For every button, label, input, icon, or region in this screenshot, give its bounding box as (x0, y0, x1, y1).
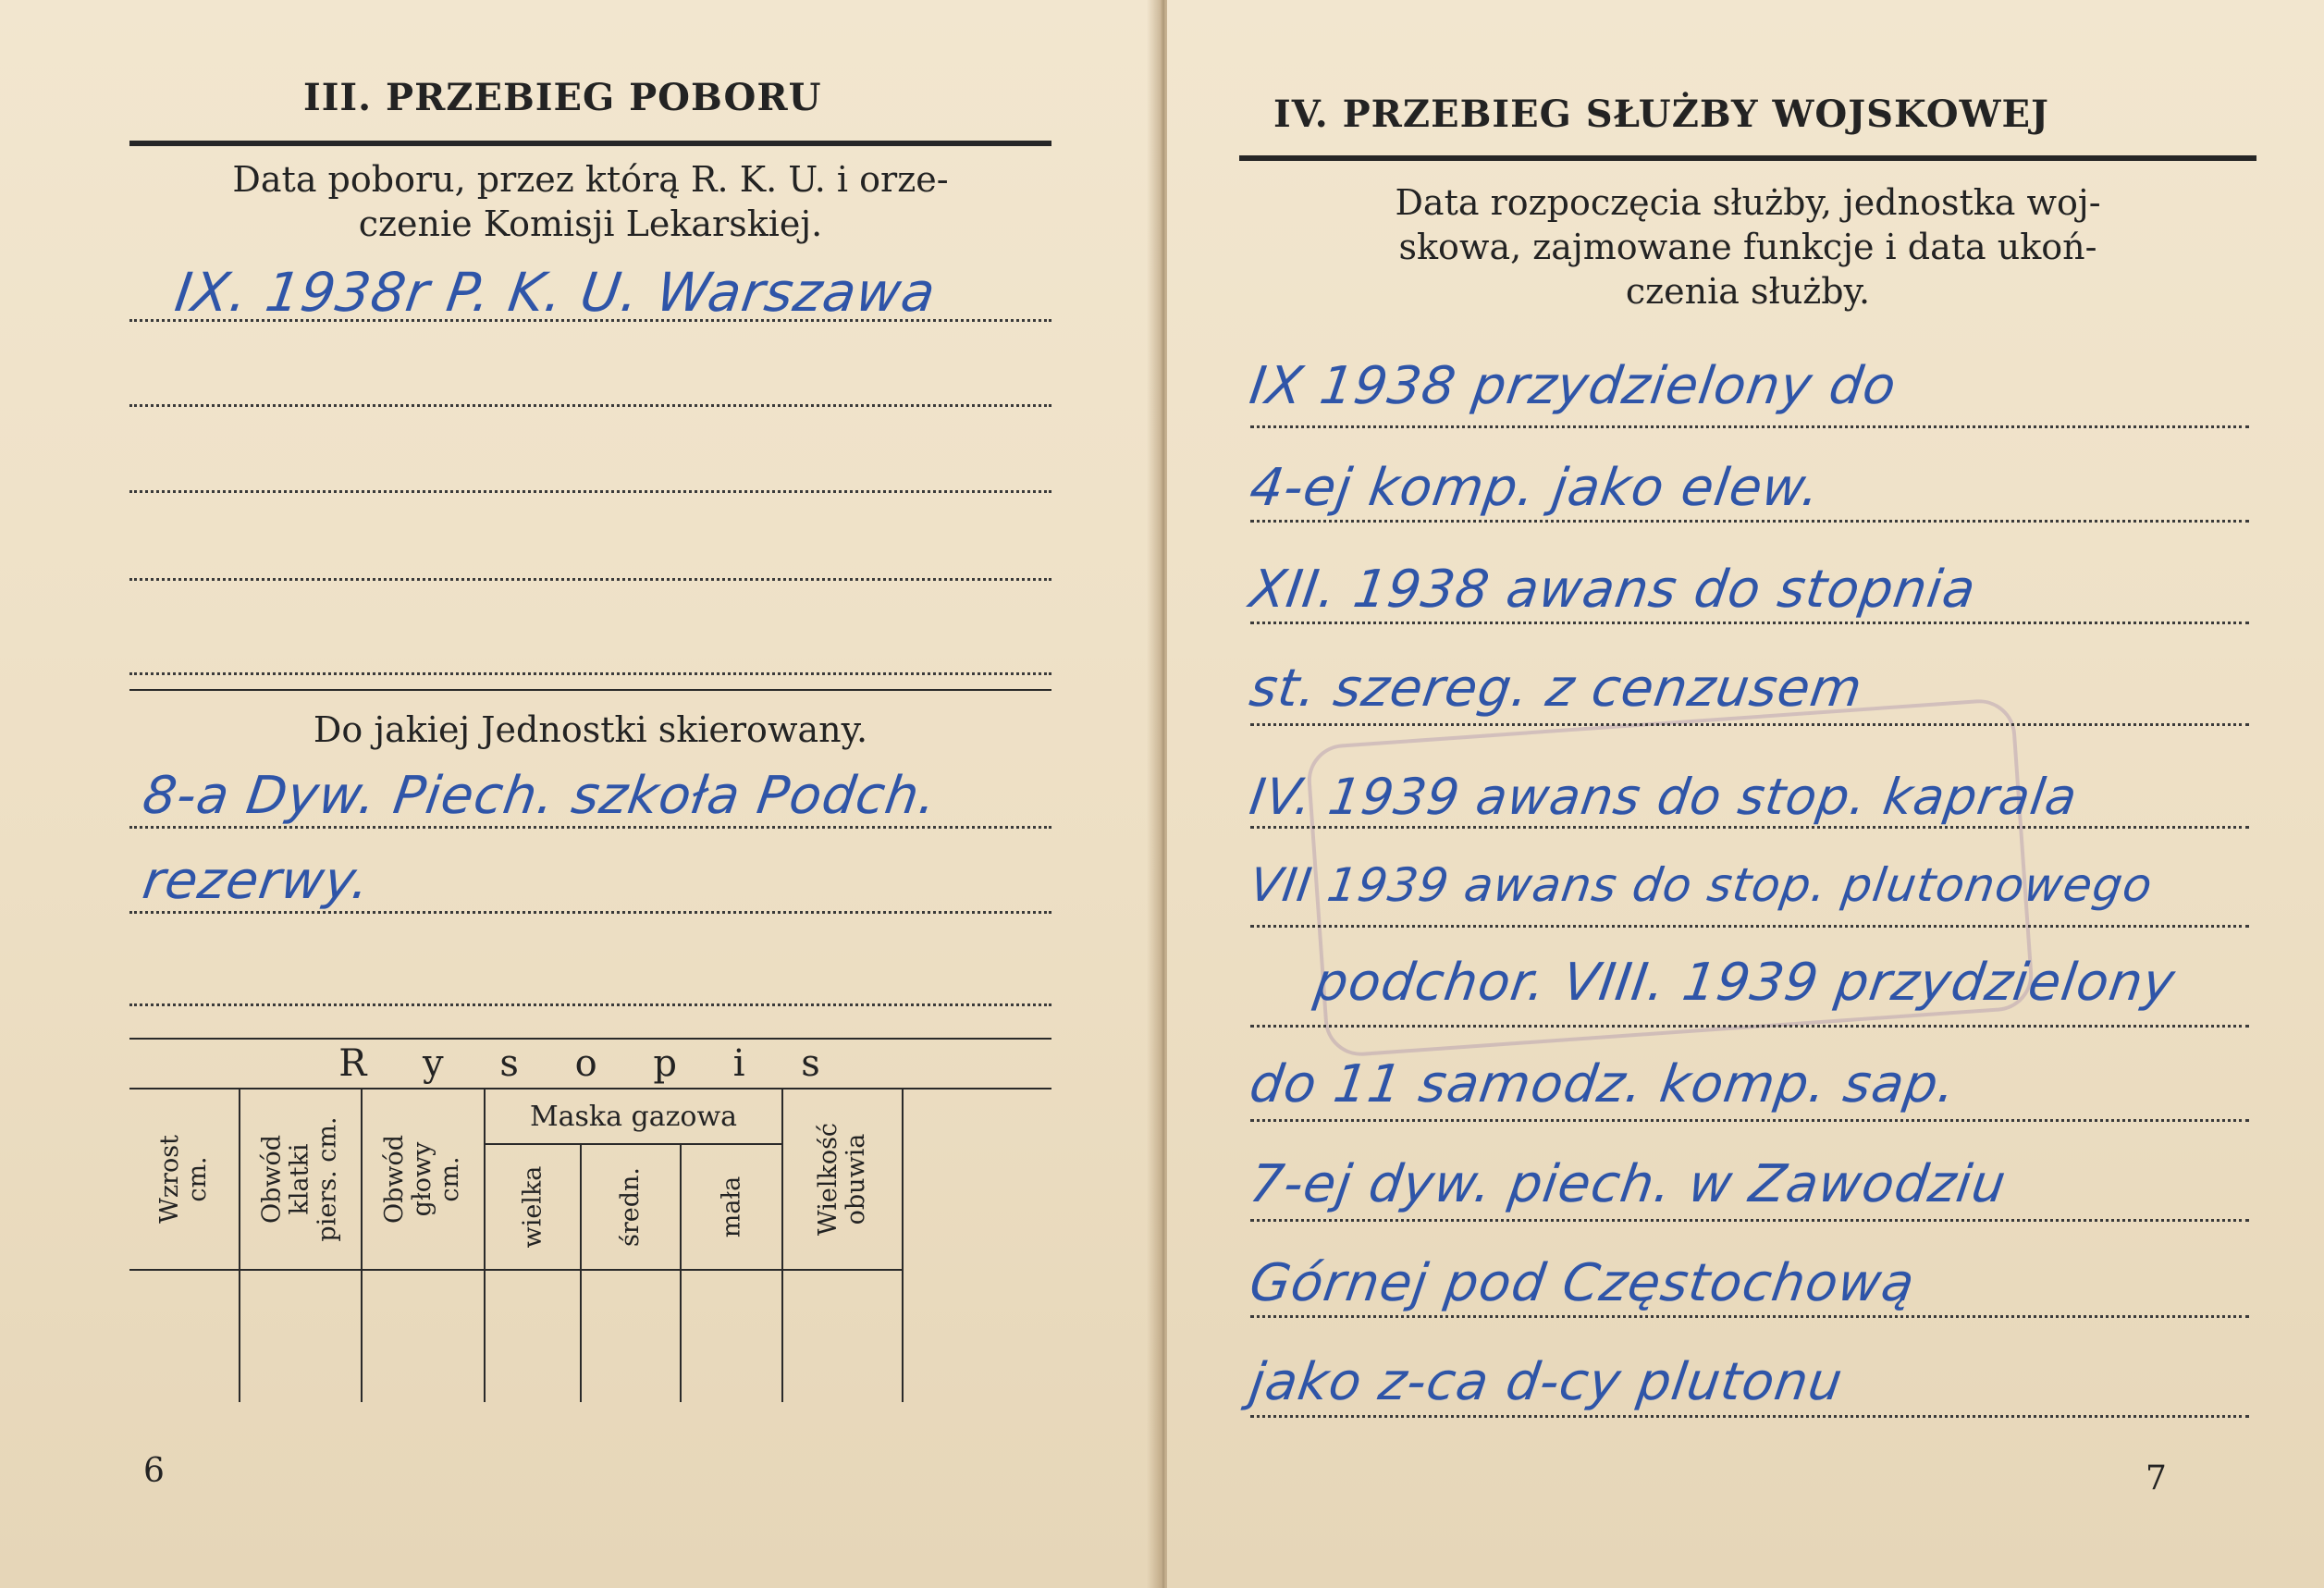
column-header-mask-large (486, 1147, 580, 1267)
dotted-line (1250, 1119, 2249, 1122)
dotted-line (1250, 1219, 2249, 1222)
column-header-mask-medium (582, 1147, 680, 1267)
handwriting-line-11: jako z-ca d-cy plutonu (1246, 1352, 1847, 1412)
dotted-line (129, 319, 1051, 322)
handwriting-line-8: do 11 samodz. komp. sap. (1246, 1054, 1961, 1114)
service-caption (1239, 180, 2256, 314)
dotted-line (129, 490, 1051, 493)
column-header-shoe-label: Wielkość obuwia (814, 1122, 870, 1237)
page-number-left: 6 (143, 1452, 165, 1490)
draft-caption-line-2: czenie Komisji Lekarskiej. (358, 203, 823, 244)
handwriting-line-9: 7-ej dyw. piech. w Zawodziu (1246, 1154, 2010, 1214)
dotted-line (129, 672, 1051, 675)
column-header-chest (240, 1091, 361, 1267)
table-header-rule (129, 1269, 902, 1271)
service-caption-line-2: skowa, zajmowane funkcje i data ukoń- (1398, 227, 2097, 267)
dotted-line (129, 826, 1051, 829)
dotted-line (129, 911, 1051, 914)
dotted-line (1250, 425, 2249, 428)
handwriting-line-10: Górnej pod Częstochową (1246, 1253, 1919, 1313)
column-header-mask-large-label: wielka (517, 1165, 547, 1249)
column-header-head (363, 1091, 484, 1267)
dotted-line (1250, 1025, 2249, 1028)
section-title-draft: III. PRZEBIEG POBORU (303, 76, 822, 119)
dotted-line (1250, 520, 2249, 523)
dotted-line (1250, 1315, 2249, 1318)
dotted-line (1250, 723, 2249, 726)
handwriting-line-2: 4-ej komp. jako elew. (1246, 458, 1825, 518)
description-heading: R y s o p i s (338, 1042, 842, 1085)
column-header-mask-small (682, 1147, 781, 1267)
gas-mask-heading: Maska gazowa (529, 1101, 738, 1133)
column-header-shoe (783, 1091, 902, 1267)
service-caption-line-3: czenia służby. (1625, 271, 1871, 312)
handwriting-line-6: VII 1939 awans do stop. plutonowego (1246, 858, 2157, 912)
handwriting-line-7: podchor. VIII. 1939 przydzielony (1310, 953, 2180, 1013)
page-number-right: 7 (2146, 1459, 2167, 1497)
left-page (0, 0, 1161, 1588)
handwriting-line-1: IX 1938 przydzielony do (1246, 356, 1900, 416)
column-header-height (129, 1091, 239, 1267)
section-divider (129, 689, 1051, 691)
dotted-line (129, 1003, 1051, 1006)
draft-caption-line-1: Data poboru, przez którą R. K. U. i orze- (232, 159, 949, 200)
dotted-line (1250, 925, 2249, 928)
title-rule (1239, 155, 2256, 161)
section-title-service: IV. PRZEBIEG SŁUŻBY WOJSKOWEJ (1273, 92, 2049, 136)
handwriting-line-5: IV. 1939 awans do stop. kaprala (1246, 768, 2082, 826)
column-header-height-label: Wzrost cm. (154, 1135, 212, 1224)
dotted-line (1250, 622, 2249, 624)
handwriting-unit-line-1: 8-a Dyw. Piech. szkoła Podch. (139, 766, 941, 826)
handwriting-line-4: st. szereg. z cenzusem (1246, 659, 1866, 719)
handwriting-draft-entry: IX. 1938r P. K. U. Warszawa (171, 261, 941, 324)
column-header-mask-medium-label: średn. (616, 1167, 645, 1247)
gas-mask-rule (486, 1143, 781, 1145)
dotted-line (129, 404, 1051, 407)
column-header-chest-label: Obwód klatki piers. cm. (258, 1116, 343, 1242)
unit-heading: Do jakiej Jednostki skierowany. (313, 709, 868, 750)
dotted-line (1250, 826, 2249, 829)
table-column-divider (902, 1088, 904, 1402)
section-divider (129, 1038, 1051, 1040)
title-rule (129, 141, 1051, 146)
handwriting-line-3: XII. 1938 awans do stopnia (1246, 560, 1980, 620)
handwriting-unit-line-2: rezerwy. (139, 851, 375, 911)
right-page (1167, 0, 2324, 1588)
column-header-mask-small-label: mała (717, 1176, 745, 1238)
dotted-line (129, 578, 1051, 581)
draft-caption (129, 157, 1051, 246)
column-header-head-label: Obwód głowy cm. (380, 1134, 465, 1225)
service-caption-line-1: Data rozpoczęcia służby, jednostka woj- (1395, 182, 2101, 223)
table-top-rule (129, 1088, 1051, 1089)
dotted-line (1250, 1415, 2249, 1418)
